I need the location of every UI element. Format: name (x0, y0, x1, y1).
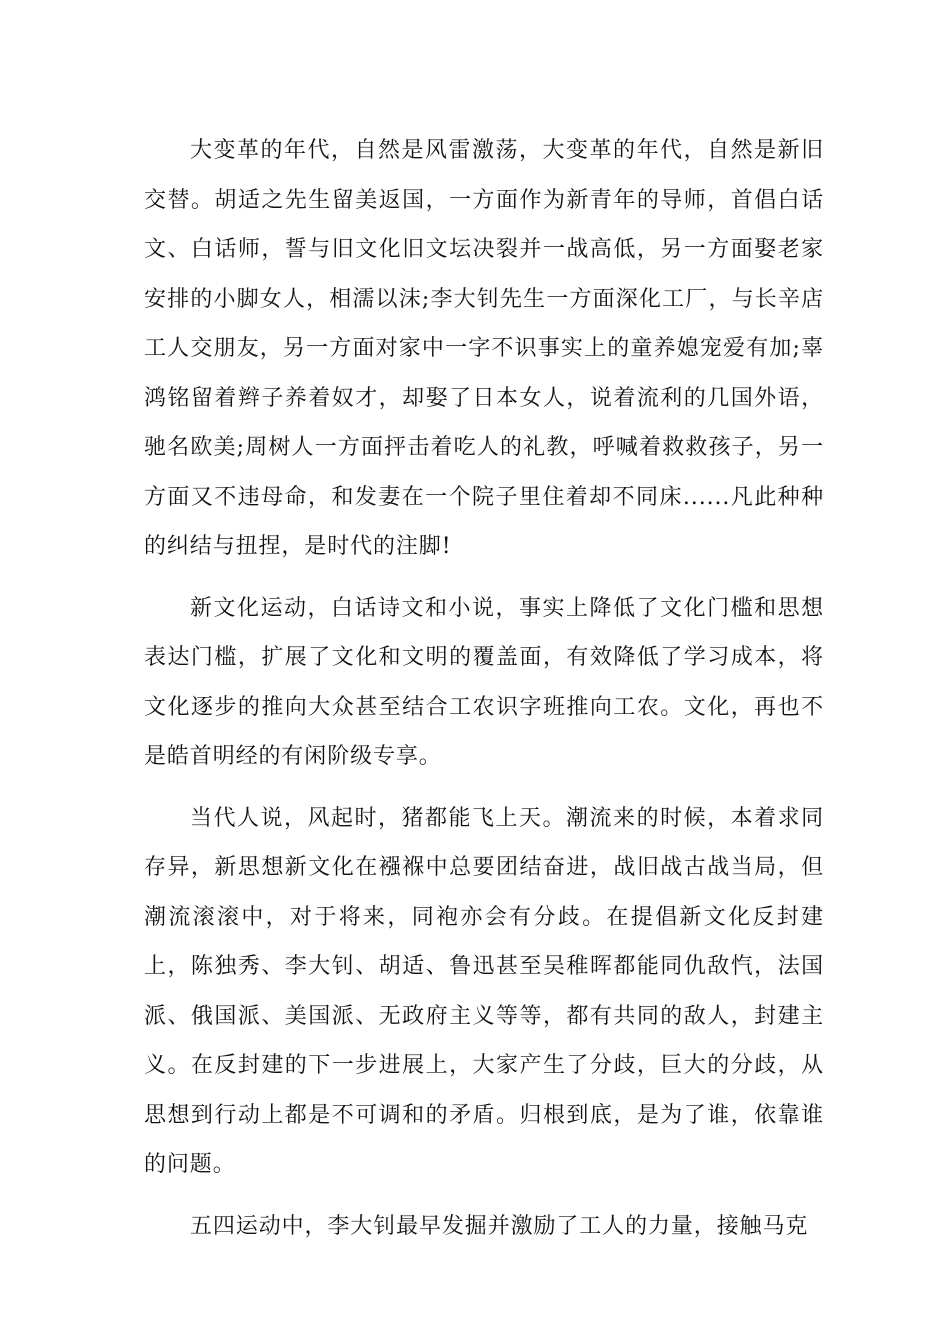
paragraph-1: 大变革的年代，自然是风雷激荡，大变革的年代，自然是新旧交替。胡适之先生留美返国，一方面作为新青年的导师，首倡白话文、白话师，誓与旧文化旧文坛决裂并一战高低，另一方面娶老家安排的小脚女人，相濡以沫;李大钊先生一方面深化工厂，与长辛店工人交朋友，另一方面对家中一字不识事实上的童养媳宠爱有加;辜鸿铭留着辫子养着奴才，却娶了日本女人，说着流利的几国外语，驰名欧美;周树人一方面抨击着吃人的礼教，呼喊着救救孩子，另一方面又不违母命，和发妻在一个院子里住着却不同床......凡此种种的纠结与扭捏，是时代的注脚! (144, 138, 824, 559)
paragraph-2: 新文化运动，白话诗文和小说，事实上降低了文化门槛和思想表达门槛，扩展了文化和文明的覆盖面，有效降低了学习成本，将文化逐步的推向大众甚至结合工农识字班推向工农。文化，再也不是皓首明经的有闲阶级专享。 (144, 595, 824, 769)
document-body (144, 126, 824, 1263)
paragraph-4: 五四运动中，李大钊最早发掘并激励了工人的力量，接触马克 (190, 1213, 809, 1239)
paragraph-3: 当代人说，风起时，猪都能飞上天。潮流来的时候，本着求同存异，新思想新文化在襁褓中总要团结奋进，战旧战古战当局，但潮流滚滚中，对于将来，同袍亦会有分歧。在提倡新文化反封建上，陈独秀、李大钊、胡适、鲁迅甚至吴稚晖都能同仇敌忾，法国派、俄国派、美国派、无政府主义等等，都有共同的敌人，封建主义。在反封建的下一步进展上，大家产生了分歧，巨大的分歧，从思想到行动上都是不可调和的矛盾。归根到底，是为了谁，依靠谁的问题。 (144, 805, 824, 1177)
